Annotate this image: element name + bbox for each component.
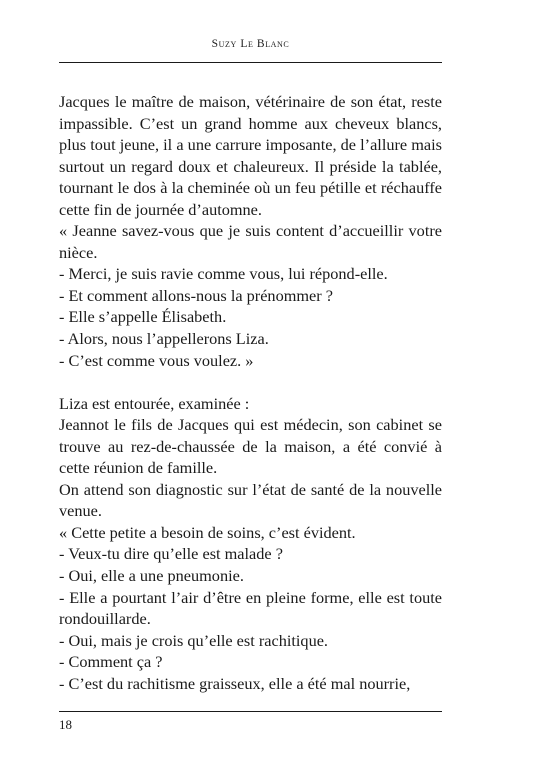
dialogue-line: - Et comment allons-nous la prénommer ? (59, 285, 333, 305)
dialogue-line: « Cette petite a besoin de soins, c’est évident. (59, 522, 356, 542)
paragraph: Liza est entourée, examinée : (59, 393, 250, 413)
dialogue-line: - Elle a pourtant l’air d’être en pleine forme, elle est toute rondouillarde. (59, 587, 442, 629)
dialogue-line: - Oui, mais je crois qu’elle est rachitique. (59, 630, 329, 650)
dialogue-line: - Elle s’appelle Élisabeth. (59, 307, 227, 327)
dialogue-line: « Jeanne savez-vous que je suis content d’accueillir votre nièce. (59, 221, 442, 262)
dialogue-line: - Veux-tu dire qu’elle est malade ? (59, 544, 283, 564)
paragraph: Jacques le maître de maison, vétérinaire de son état, reste impassible. C’est un grand homme aux cheveux blancs, plus tout jeune, il a une carrure imposante, de l’allure mais surtout un regard doux et chaleureux. Il préside la tablée, tournant le dos à la cheminée où un feu pétille et réchauffe cette fin de journée d’automne. (59, 92, 442, 219)
dialogue-line: - C’est du rachitisme graisseux, elle a été mal nourrie, (59, 673, 411, 693)
paragraph: Jeannot le fils de Jacques qui est médecin, son cabinet se trouve au rez-de-chaussée de la maison, a été convié à cette réunion de famille. (59, 415, 442, 478)
paragraph-gap (59, 371, 442, 393)
dialogue-line: - Oui, elle a une pneumonie. (59, 565, 244, 585)
dialogue-line: - C’est comme vous voulez. » (59, 350, 254, 370)
running-header: Suzy Le Blanc (211, 38, 290, 50)
header-rule (59, 62, 442, 63)
footer-rule (59, 711, 442, 712)
page-body (59, 91, 442, 694)
dialogue-line: - Alors, nous l’appellerons Liza. (59, 329, 269, 349)
page-number: 18 (59, 717, 72, 732)
dialogue-line: - Merci, je suis ravie comme vous, lui répond-elle. (59, 264, 388, 284)
dialogue-line: - Comment ça ? (59, 652, 163, 672)
paragraph: On attend son diagnostic sur l’état de santé de la nouvelle venue. (59, 479, 442, 521)
